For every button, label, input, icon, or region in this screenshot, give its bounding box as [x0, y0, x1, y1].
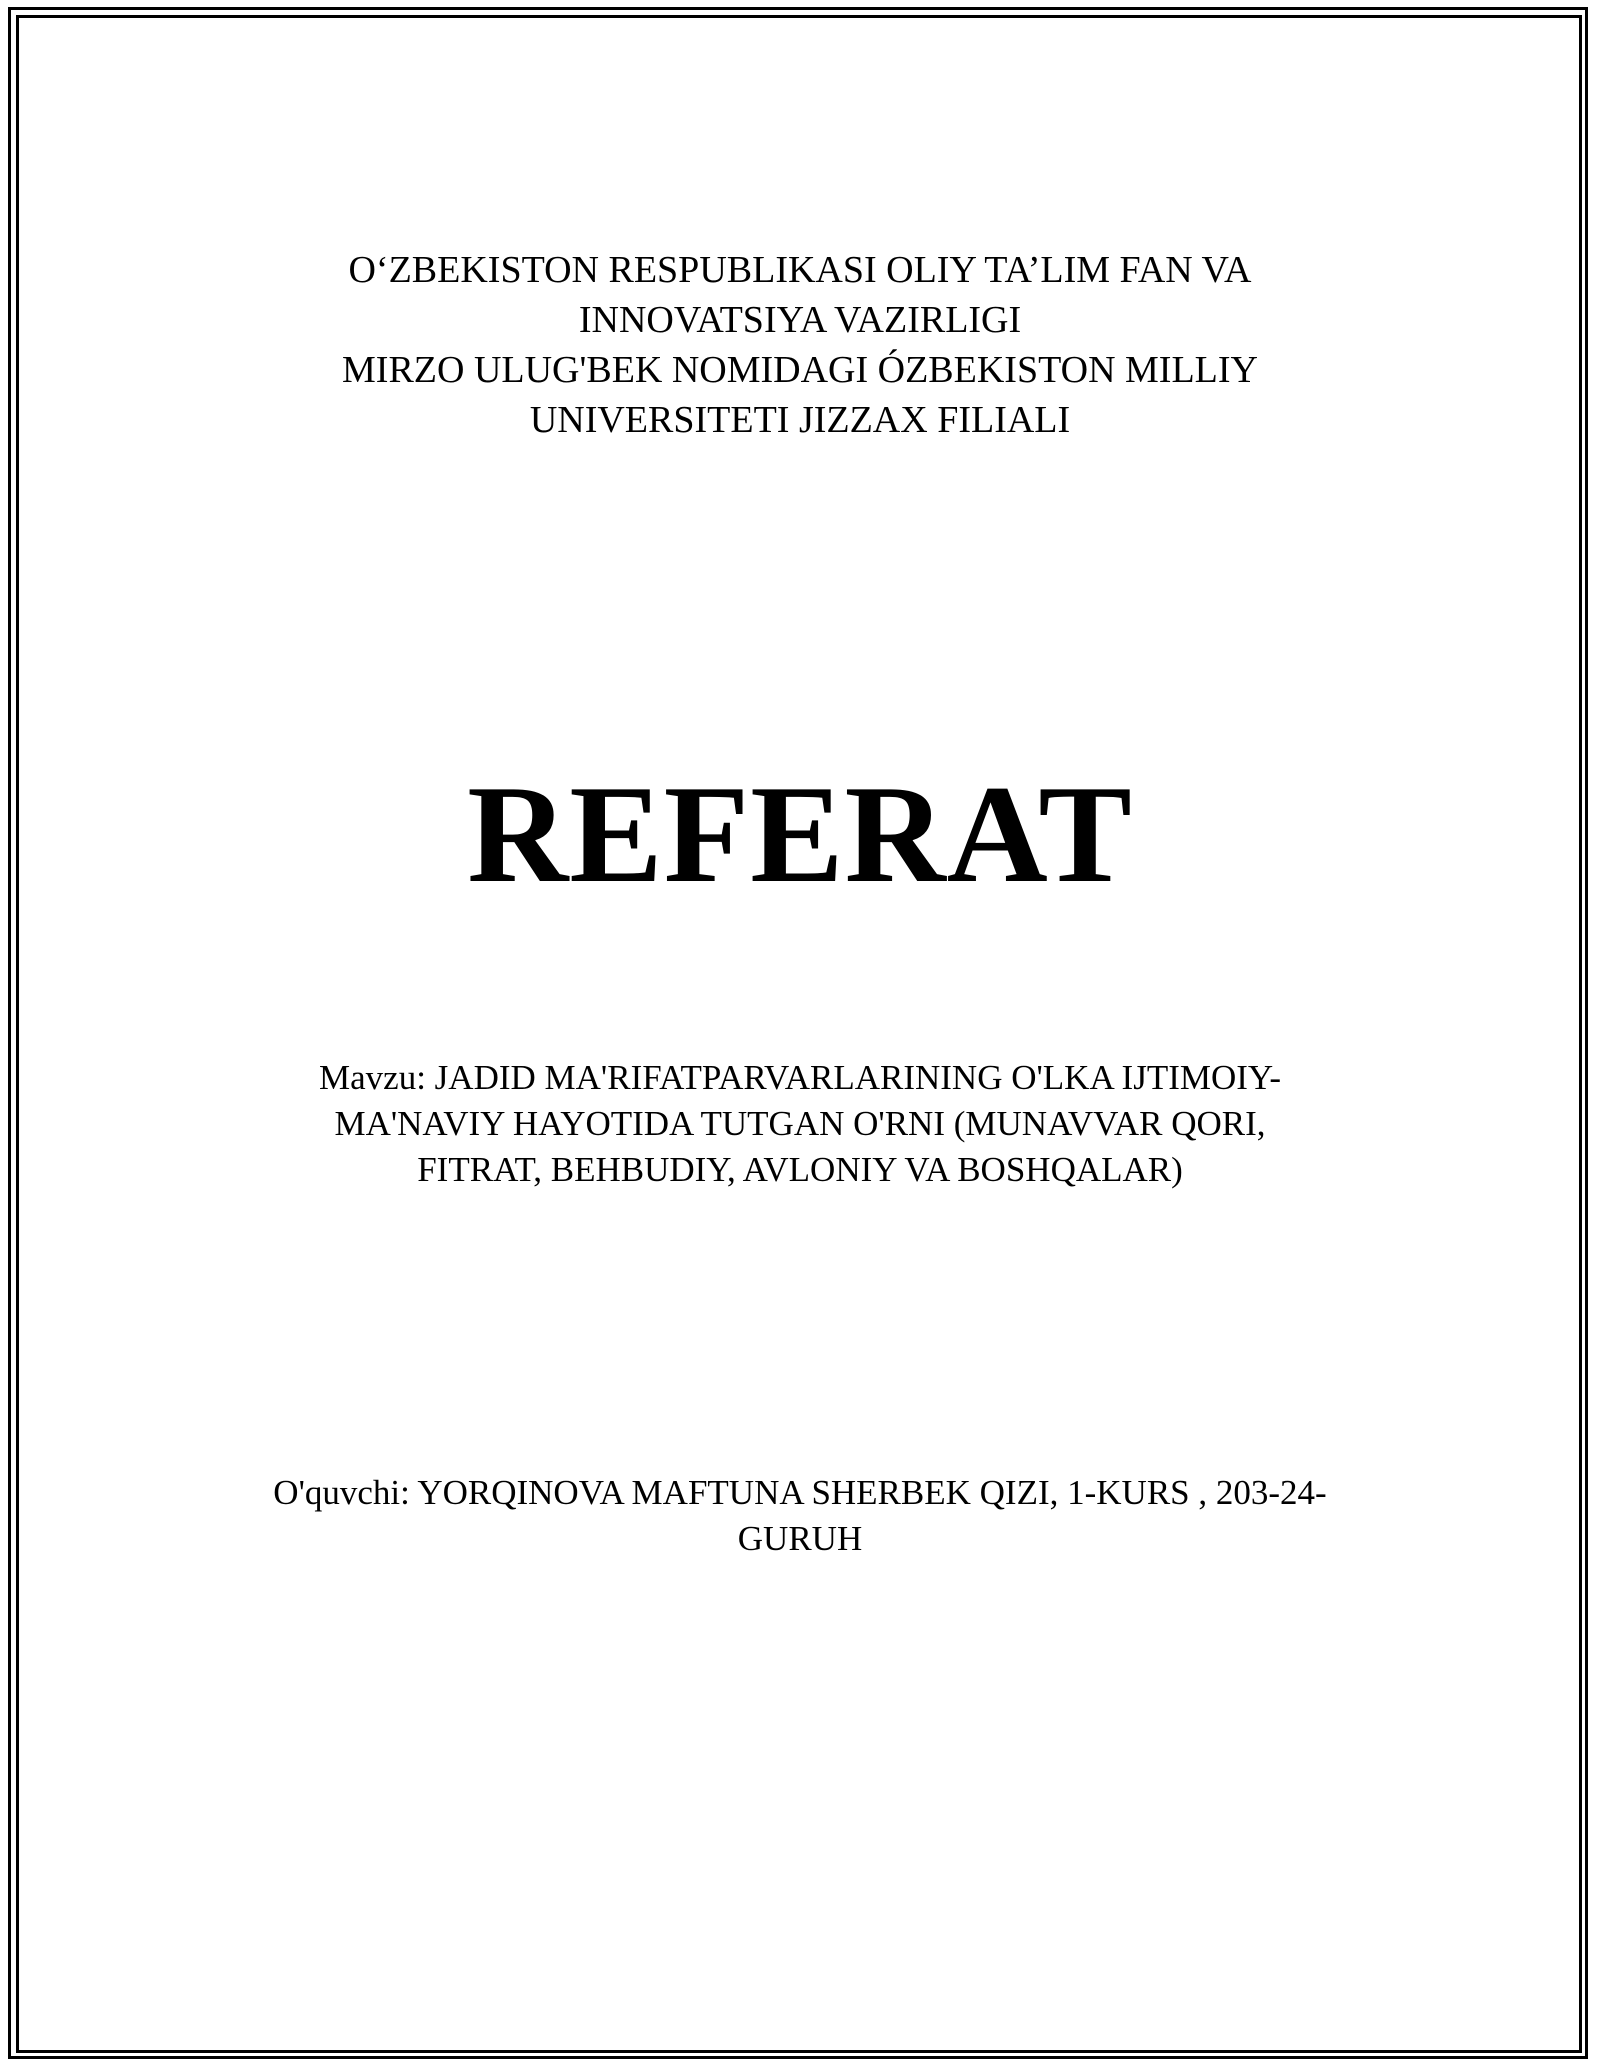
student-block — [0, 1470, 1600, 1562]
institution-header — [0, 245, 1600, 445]
topic-line: FITRAT, BEHBUDIY, AVLONIY VA BOSHQALAR) — [417, 1150, 1183, 1189]
student-line: O'quvchi: YORQINOVA MAFTUNA SHERBEK QIZI, 1-KURS , 203-24- — [273, 1473, 1327, 1512]
topic-line: MA'NAVIY HAYOTIDA TUTGAN O'RNI (MUNAVVAR QORI, — [334, 1104, 1266, 1143]
header-line: UNIVERSITETI JIZZAX FILIALI — [529, 399, 1071, 441]
topic-block — [0, 1055, 1600, 1193]
header-line: MIRZO ULUG'BEK NOMIDAGI ÓZBEKISTON MILLIY — [342, 349, 1258, 391]
student-line: GURUH — [737, 1519, 863, 1558]
header-line: INNOVATSIYA VAZIRLIGI — [578, 299, 1022, 341]
topic-line: Mavzu: JADID MA'RIFATPARVARLARINING O'LKA IJTIMOIY- — [319, 1058, 1281, 1097]
header-line: O‘ZBEKISTON RESPUBLIKASI OLIY TA’LIM FAN VA — [348, 249, 1252, 291]
document-title: REFERAT — [467, 757, 1133, 912]
